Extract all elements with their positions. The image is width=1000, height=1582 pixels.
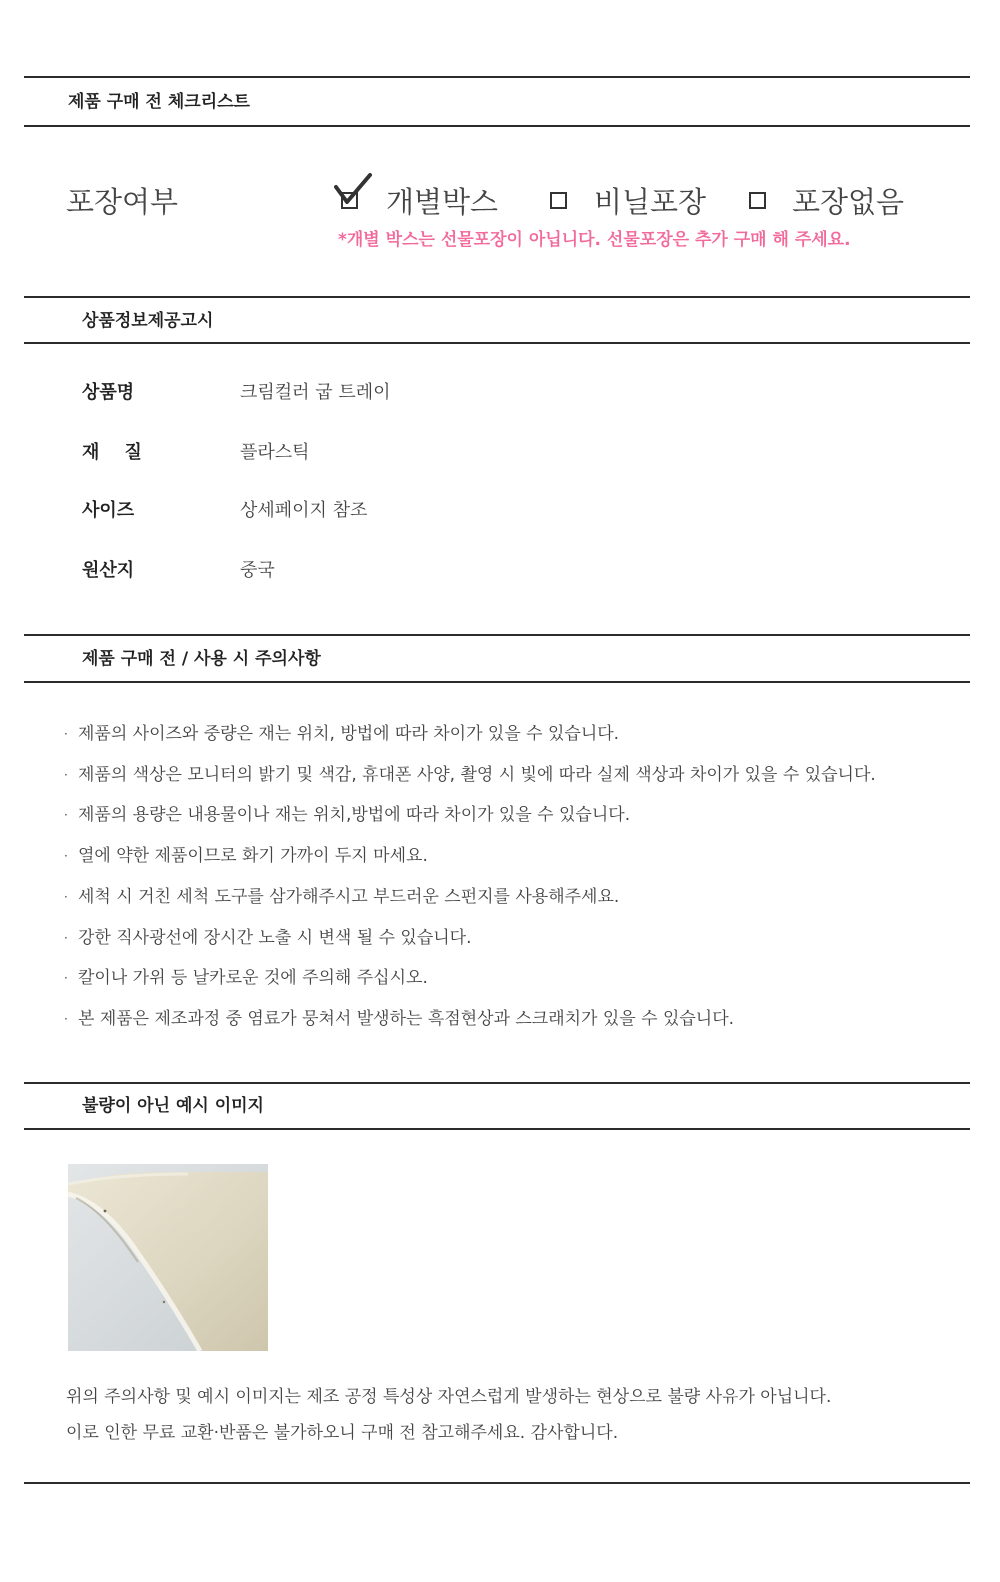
info-key-origin: 원산지 (82, 560, 135, 581)
section-divider (24, 76, 970, 78)
option-checkbox-none[interactable] (749, 192, 766, 209)
option-label-vinyl[interactable]: 비닐포장 (594, 185, 707, 219)
caution-item (64, 845, 428, 867)
bullet-icon: · (64, 768, 68, 782)
caution-item (64, 723, 619, 745)
section-divider (24, 1482, 970, 1484)
info-key-material (82, 441, 142, 465)
section-divider (24, 342, 970, 344)
product-info-title: 상품정보제공고시 (82, 311, 214, 331)
section-divider (24, 296, 970, 298)
info-key-material-text: 재 질 (82, 442, 142, 463)
bullet-icon: · (64, 727, 68, 741)
caution-item (64, 804, 630, 826)
caution-item (64, 927, 472, 949)
defect-example-image (68, 1164, 268, 1351)
info-value-material: 플라스틱 (240, 442, 310, 463)
info-value-product-name: 크림컬러 굽 트레이 (240, 382, 391, 403)
caution-text: 열에 약한 제품이므로 화기 가까이 두지 마세요. (78, 846, 428, 866)
info-key-product-name: 상품명 (82, 382, 135, 403)
packaging-note: *개별 박스는 선물포장이 아닙니다. 선물포장은 추가 구매 해 주세요. (338, 230, 851, 250)
caution-text: 세척 시 거친 세척 도구를 삼가해주시고 부드러운 스펀지를 사용해주세요. (78, 887, 620, 907)
caution-text: 본 제품은 제조과정 중 염료가 뭉쳐서 발생하는 흑점현상과 스크래치가 있을 수 있습니다. (78, 1009, 735, 1029)
bullet-icon: · (64, 890, 68, 904)
info-key-size: 사이즈 (82, 500, 135, 521)
bullet-icon: · (64, 931, 68, 945)
caution-text: 칼이나 가위 등 날카로운 것에 주의해 주십시오. (78, 968, 428, 988)
footer-text-line: 이로 인한 무료 교환·반품은 불가하오니 구매 전 참고해주세요. 감사합니다. (66, 1423, 619, 1443)
section-divider (24, 1128, 970, 1130)
bullet-icon: · (64, 1012, 68, 1026)
info-value-origin: 중국 (240, 560, 275, 581)
caution-item (64, 886, 619, 908)
checkmark-icon (333, 172, 373, 210)
defect-example-title: 불량이 아닌 예시 이미지 (82, 1096, 264, 1116)
caution-text: 강한 직사광선에 장시간 노출 시 변색 될 수 있습니다. (78, 928, 472, 948)
bullet-icon: · (64, 808, 68, 822)
section-divider (24, 634, 970, 636)
bullet-icon: · (64, 971, 68, 985)
cautions-title: 제품 구매 전 / 사용 시 주의사항 (82, 649, 321, 669)
checklist-title: 제품 구매 전 체크리스트 (68, 92, 250, 112)
caution-item (64, 1008, 734, 1030)
caution-text: 제품의 사이즈와 중량은 재는 위치, 방법에 따라 차이가 있을 수 있습니다. (78, 724, 620, 744)
caution-item (64, 967, 428, 989)
option-label-none[interactable]: 포장없음 (792, 185, 905, 219)
caution-text: 제품의 색상은 모니터의 밝기 및 색감, 휴대폰 사양, 촬영 시 빛에 따라 실제 색상과 차이가 있을 수 있습니다. (78, 765, 876, 785)
bullet-icon: · (64, 849, 68, 863)
section-divider (24, 681, 970, 683)
option-checkbox-vinyl[interactable] (550, 192, 567, 209)
option-label-individual-box[interactable]: 개별박스 (386, 185, 499, 219)
section-divider (24, 125, 970, 127)
packaging-label: 포장여부 (66, 185, 179, 219)
caution-text: 제품의 용량은 내용물이나 재는 위치,방법에 따라 차이가 있을 수 있습니다. (78, 805, 631, 825)
footer-text-line: 위의 주의사항 및 예시 이미지는 제조 공정 특성상 자연스럽게 발생하는 현상으로 불량 사유가 아닙니다. (66, 1387, 832, 1407)
info-value-size: 상세페이지 참조 (240, 500, 368, 521)
caution-item (64, 764, 876, 786)
section-divider (24, 1082, 970, 1084)
